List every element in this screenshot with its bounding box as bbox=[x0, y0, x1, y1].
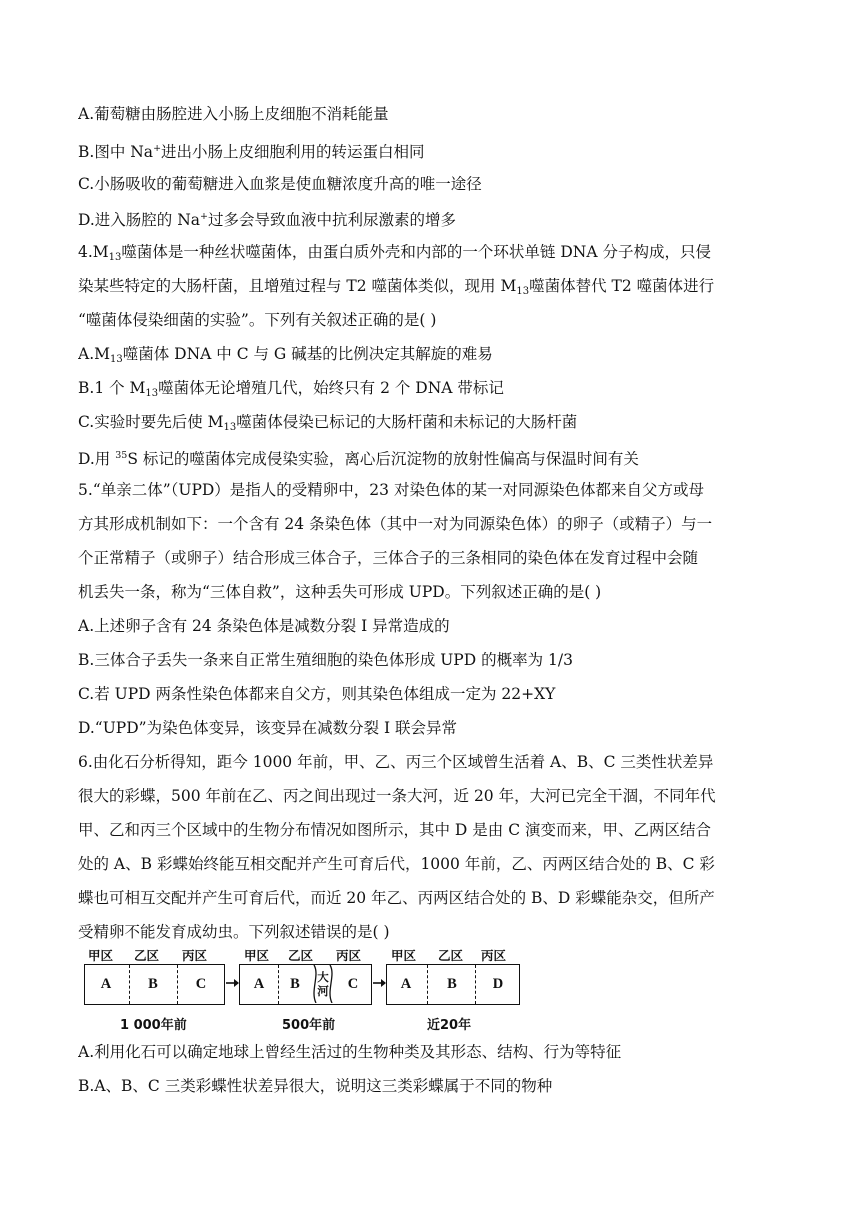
cell-b: B bbox=[290, 976, 300, 992]
text-line bbox=[78, 310, 783, 330]
text-run: C.若 UPD 两条性染色体都来自父方，则其染色体组成一定为 22+XY bbox=[78, 685, 556, 703]
text-line bbox=[78, 548, 783, 568]
zone-label-bing: 丙区 bbox=[481, 948, 507, 963]
text-run: 染某些特定的大肠杆菌，且增殖过程与 T2 噬菌体类似，现用 M bbox=[78, 277, 517, 295]
subscript: 13 bbox=[108, 252, 122, 263]
river-label: 大河 bbox=[317, 970, 329, 998]
text-run: 很大的彩蝶，500 年前在乙、丙之间出现过一条大河，近 20 年，大河已完全干涸，不同年代 bbox=[78, 787, 716, 805]
text-line bbox=[78, 412, 783, 438]
panel-1000-years-ago bbox=[84, 964, 225, 1005]
panel-recent-20-years bbox=[386, 964, 520, 1005]
cell-a: A bbox=[100, 976, 112, 992]
text-run: 过多会导致血液中抗利尿激素的增多 bbox=[208, 211, 457, 229]
text-run: A.上述卵子含有 24 条染色体是减数分裂 I 异常造成的 bbox=[78, 617, 450, 635]
zone-divider bbox=[278, 965, 279, 1004]
caption-500-years-ago: 500年前 bbox=[282, 1018, 336, 1033]
text-run: 噬菌体侵染已标记的大肠杆菌和未标记的大肠杆菌 bbox=[236, 413, 578, 431]
text-line bbox=[78, 718, 783, 738]
text-line bbox=[78, 378, 783, 404]
zone-label-bing: 丙区 bbox=[182, 948, 208, 963]
text-run: 进出小肠上皮细胞利用的转运蛋白相同 bbox=[161, 143, 425, 161]
text-line bbox=[78, 582, 783, 602]
text-line bbox=[78, 480, 783, 500]
superscript: + bbox=[153, 143, 162, 154]
cell-b: B bbox=[148, 976, 158, 992]
text-line bbox=[78, 1042, 783, 1062]
text-run: 个正常精子（或卵子）结合形成三体合子，三体合子的三条相同的染色体在发育过程中会随 bbox=[78, 549, 699, 567]
zone-label-jia: 甲区 bbox=[244, 948, 270, 963]
text-run: C.小肠吸收的葡萄糖进入血浆是使血糖浓度升高的唯一途径 bbox=[78, 175, 482, 193]
superscript: + bbox=[200, 211, 209, 222]
subscript: 13 bbox=[516, 286, 530, 297]
text-run: S 标记的噬菌体完成侵染实验，离心后沉淀物的放射性偏高与保温时间有关 bbox=[127, 450, 639, 468]
text-line bbox=[78, 820, 783, 840]
text-line bbox=[78, 207, 783, 230]
text-line bbox=[78, 446, 783, 469]
zone-label-yi: 乙区 bbox=[438, 948, 464, 963]
text-run: A.利用化石可以确定地球上曾经生活过的生物种类及其形态、结构、行为等特征 bbox=[78, 1043, 622, 1061]
text-line bbox=[78, 276, 783, 302]
text-line bbox=[78, 139, 783, 162]
zone-divider bbox=[177, 965, 178, 1004]
zone-label-yi: 乙区 bbox=[288, 948, 314, 963]
text-run: B.图中 Na bbox=[78, 143, 154, 161]
zone-label-jia: 甲区 bbox=[88, 948, 114, 963]
text-run: A.M bbox=[78, 345, 110, 363]
text-line bbox=[78, 684, 783, 704]
butterfly-distribution-figure bbox=[84, 946, 544, 1036]
text-line bbox=[78, 242, 783, 268]
text-run: “噬菌体侵染细菌的实验”。下列有关叙述正确的是( ) bbox=[78, 311, 437, 329]
text-run: D.“UPD”为染色体变异，该变异在减数分裂 I 联会异常 bbox=[78, 719, 458, 737]
text-run: 噬菌体替代 T2 噬菌体进行 bbox=[529, 277, 715, 295]
text-run: 4.M bbox=[78, 243, 109, 261]
cell-c: C bbox=[347, 976, 359, 992]
cell-b: B bbox=[447, 976, 457, 992]
cell-a: A bbox=[253, 976, 265, 992]
text-run: B.A、B、C 三类彩蝶性状差异很大，说明这三类彩蝶属于不同的物种 bbox=[78, 1077, 553, 1095]
text-line bbox=[78, 650, 783, 670]
subscript: 13 bbox=[223, 422, 237, 433]
text-run: 蝶也可相互交配并产生可育后代，而近 20 年乙、丙两区结合处的 B、D 彩蝶能杂交，但所产 bbox=[78, 889, 715, 907]
zone-divider bbox=[129, 965, 130, 1004]
text-run: 6.由化石分析得知，距今 1000 年前，甲、乙、丙三个区域曾生活着 A、B、C 三类性状差异 bbox=[78, 753, 714, 771]
text-run: 5.“单亲二体”（UPD）是指人的受精卵中，23 对染色体的某一对同源染色体都来自父方或母 bbox=[78, 481, 704, 499]
zone-label-bing: 丙区 bbox=[336, 948, 362, 963]
caption-recent-20-years: 近20年 bbox=[427, 1018, 472, 1033]
zone-divider bbox=[427, 965, 428, 1004]
arrow-right-icon bbox=[373, 976, 387, 990]
text-run: D.进入肠腔的 Na bbox=[78, 211, 201, 229]
subscript: 13 bbox=[110, 354, 123, 365]
text-run: 处的 A、B 彩蝶始终能互相交配并产生可育后代，1000 年前，乙、丙两区结合处的 B、C 彩 bbox=[78, 855, 715, 873]
superscript: 35 bbox=[115, 450, 128, 461]
text-run: D.用 bbox=[78, 450, 116, 468]
text-run: C.实验时要先后使 M bbox=[78, 413, 224, 431]
text-line bbox=[78, 344, 783, 370]
subscript: 13 bbox=[145, 388, 159, 399]
text-line bbox=[78, 922, 783, 942]
text-run: 受精卵不能发育成幼虫。下列叙述错误的是( ) bbox=[78, 923, 390, 941]
text-run: 机丢失一条，称为“三体自救”，这种丢失可形成 UPD。下列叙述正确的是( ) bbox=[78, 583, 602, 601]
text-run: 甲、乙和丙三个区域中的生物分布情况如图所示，其中 D 是由 C 演变而来，甲、乙两区结合 bbox=[78, 821, 711, 839]
text-run: 方其形成机制如下：一个含有 24 条染色体（其中一对为同源染色体）的卵子（或精子）与一 bbox=[78, 515, 713, 533]
cell-a: A bbox=[400, 976, 412, 992]
text-line bbox=[78, 174, 783, 194]
text-line bbox=[78, 1076, 783, 1096]
text-line bbox=[78, 514, 783, 534]
arrow-right-icon bbox=[226, 976, 240, 990]
text-run: 噬菌体是一种丝状噬菌体，由蛋白质外壳和内部的一个环状单链 DNA 分子构成，只侵 bbox=[121, 243, 711, 261]
text-line bbox=[78, 752, 783, 772]
text-line bbox=[78, 786, 783, 806]
zone-divider bbox=[475, 965, 476, 1004]
text-line bbox=[78, 854, 783, 874]
text-line bbox=[78, 104, 783, 124]
text-run: 噬菌体 DNA 中 C 与 G 碱基的比例决定其解旋的难易 bbox=[122, 345, 493, 363]
panel-500-years-ago bbox=[239, 964, 372, 1005]
text-run: 噬菌体无论增殖几代，始终只有 2 个 DNA 带标记 bbox=[158, 379, 504, 397]
text-line bbox=[78, 888, 783, 908]
zone-label-jia: 甲区 bbox=[391, 948, 417, 963]
caption-1000-years-ago: 1 000年前 bbox=[120, 1018, 187, 1033]
text-run: B.三体合子丢失一条来自正常生殖细胞的染色体形成 UPD 的概率为 1/3 bbox=[78, 651, 573, 669]
zone-label-yi: 乙区 bbox=[134, 948, 160, 963]
cell-d: D bbox=[492, 976, 504, 992]
text-line bbox=[78, 616, 783, 636]
text-run: B.1 个 M bbox=[78, 379, 146, 397]
cell-c: C bbox=[195, 976, 207, 992]
text-run: A.葡萄糖由肠腔进入小肠上皮细胞不消耗能量 bbox=[78, 105, 389, 123]
